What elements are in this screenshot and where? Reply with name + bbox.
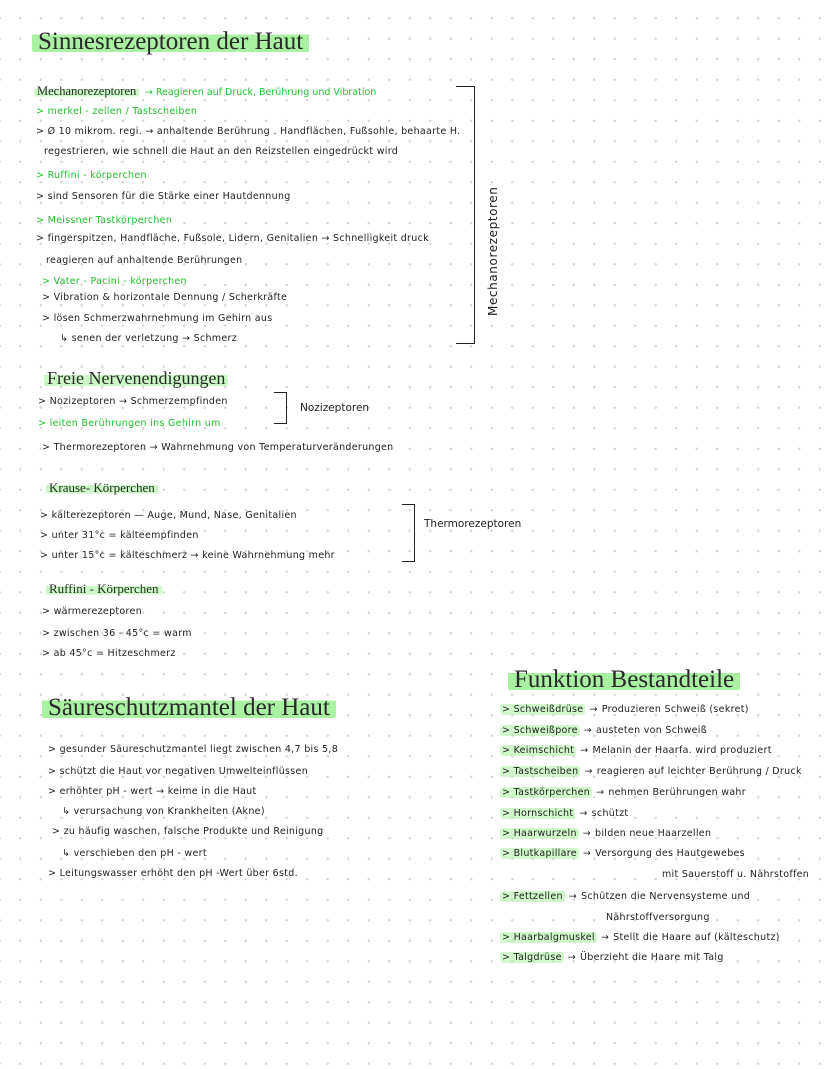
thermo-bracket: [402, 504, 415, 562]
funktion-row-continuation: Nährstoffversorgung: [606, 912, 710, 923]
note-line: regestrieren, wie schnell die Haut an den Reizstellen eingedrückt wird: [44, 146, 399, 157]
funktion-row: > Haarbalgmuskel → Stellt die Haare auf (kälteschutz): [502, 932, 780, 943]
page-title: Sinnesrezeptoren der Haut: [32, 28, 309, 56]
nozi-bracket: [274, 392, 287, 424]
note-line: > zu häufig waschen, falsche Produkte und Reinigung: [52, 826, 324, 837]
note-line: > sind Sensoren für die Stärke einer Hautdennung: [36, 191, 291, 202]
note-line: > unter 15°c = kälteschmerz → keine Wahrnehmung mehr: [40, 550, 335, 561]
krause-title: Krause- Körperchen: [46, 480, 158, 496]
note-line: > Leitungswasser erhöht den pH -Wert über 6std.: [48, 868, 298, 879]
funktion-row: > Schweißpore → austeten von Schweiß: [502, 725, 708, 736]
note-line: > wärmerezeptoren: [42, 606, 143, 617]
note-line: > lösen Schmerzwahrnehmung im Gehirn aus: [42, 313, 273, 324]
note-line: > zwischen 36 - 45°c = warm: [42, 628, 192, 639]
saeure-title: Säureschutzmantel der Haut: [42, 694, 336, 722]
note-line: > erhöhter pH - wert → keime in die Haut: [48, 786, 257, 797]
note-line: > Ø 10 mikrom. regi. → anhaltende Berührung . Handflächen, Fußsohle, behaarte H.: [36, 126, 461, 137]
note-line: > Nozizeptoren → Schmerzempfinden: [38, 396, 228, 407]
freie-title: Freie Nervenendigungen: [44, 368, 228, 389]
note-line: > Vibration & horizontale Dennung / Scherkräfte: [42, 292, 288, 303]
ruffini-title: Ruffini - Körperchen: [46, 581, 162, 597]
funktion-row: > Talgdrüse → Überzieht die Haare mit Talg: [502, 952, 724, 963]
note-line: > Ruffini - körperchen: [36, 170, 147, 181]
funktion-row: > Keimschicht → Melanin der Haarfa. wird produziert: [502, 745, 772, 756]
mechano-bracket: [456, 86, 475, 344]
funktion-row: > Hornschicht → schützt: [502, 808, 629, 819]
note-line: > Meissner Tastkörperchen: [36, 215, 173, 226]
note-line: > unter 31°c = kälteempfinden: [40, 530, 199, 541]
funktion-row-continuation: mit Sauerstoff u. Nährstoffen: [662, 869, 810, 880]
note-line: ↳ verursachung von Krankheiten (Akne): [62, 806, 265, 817]
nozi-side-label: Nozizeptoren: [300, 402, 370, 414]
note-line: ↳ senen der verletzung → Schmerz: [60, 333, 237, 344]
mechano-description: → Reagieren auf Druck, Berührung und Vibration: [144, 87, 377, 98]
funktion-row: > Blutkapillare → Versorgung des Hautgewebes: [502, 848, 745, 859]
funktion-row: > Haarwurzeln → bilden neue Haarzellen: [502, 828, 712, 839]
note-line: > Vater - Pacini - körperchen: [42, 276, 187, 287]
note-line: reagieren auf anhaltende Berührungen: [46, 255, 243, 266]
mechano-heading-row: [34, 84, 376, 99]
funktion-row: > Schweißdrüse → Produzieren Schweiß (sekret): [502, 704, 749, 715]
note-line: > leiten Berührungen ins Gehirn um: [38, 418, 221, 429]
note-line: > Thermorezeptoren → Wahrnehmung von Temperaturveränderungen: [42, 442, 394, 453]
mechano-side-label: Mechanorezeptoren: [486, 186, 500, 316]
note-line: ↳ verschieben den pH - wert: [62, 848, 207, 859]
note-line: > fingerspitzen, Handfläche, Fußsole, Lidern, Genitalien → Schnelligkeit druck: [36, 233, 429, 244]
note-line: > ab 45°c = Hitzeschmerz: [42, 648, 176, 659]
note-line: > kälterezeptoren — Auge, Mund, Nase, Genitalien: [40, 510, 297, 521]
note-line: > schützt die Haut vor negativen Umwelteinflüssen: [48, 766, 309, 777]
funktion-row: > Tastscheiben → reagieren auf leichter Berührung / Druck: [502, 766, 802, 777]
mechano-heading: Mechanorezeptoren: [34, 84, 139, 98]
note-line: > merkel - zellen / Tastscheiben: [36, 106, 198, 117]
note-line: > gesunder Säureschutzmantel liegt zwischen 4,7 bis 5,8: [48, 744, 339, 755]
thermo-side-label: Thermorezeptoren: [424, 518, 522, 530]
funktion-row: > Tastkörperchen → nehmen Berührungen wahr: [502, 787, 746, 798]
funktion-row: > Fettzellen → Schützen die Nervensysteme und: [502, 891, 751, 902]
funktion-title: Funktion Bestandteile: [508, 666, 740, 694]
